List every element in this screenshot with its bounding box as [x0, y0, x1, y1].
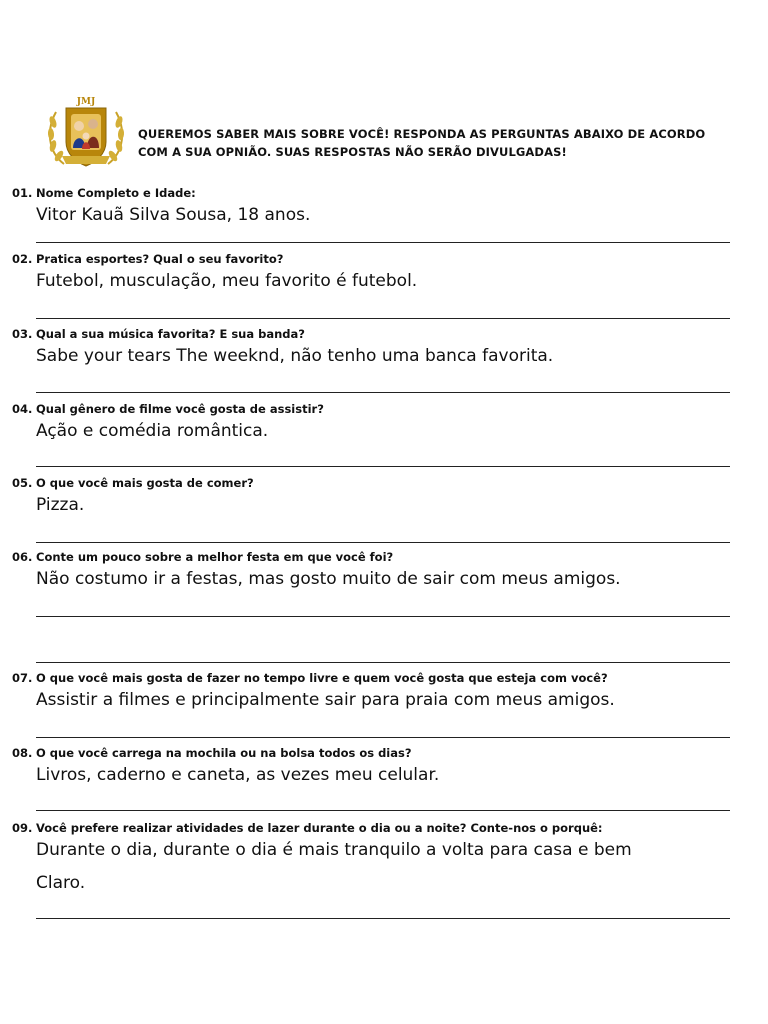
question-4 — [12, 402, 324, 416]
question-text: Nome Completo e Idade: — [36, 186, 196, 200]
answer-text: Assistir a filmes e principalmente sair para praia com meus amigos. — [36, 690, 615, 710]
answer-line — [36, 392, 730, 393]
question-text: Conte um pouco sobre a melhor festa em que você foi? — [36, 550, 394, 564]
question-number: 01. — [12, 186, 33, 200]
logo-letters: JMJ — [76, 97, 96, 107]
question-text: Qual a sua música favorita? E sua banda? — [36, 327, 305, 341]
answer-text: Não costumo ir a festas, mas gosto muito de sair com meus amigos. — [36, 569, 621, 589]
answer-line — [36, 737, 730, 738]
instructions-header: QUEREMOS SABER MAIS SOBRE VOCÊ! RESPONDA AS PERGUNTAS ABAIXO DE ACORDO COM A SUA OPNIÃO. SUAS RESPOSTAS NÃO SERÃO DIVULGADAS! — [138, 127, 706, 159]
question-text: Pratica esportes? Qual o seu favorito? — [36, 252, 284, 266]
question-number: 03. — [12, 327, 33, 341]
answer-line — [36, 810, 730, 811]
answer-text: Durante o dia, durante o dia é mais tranquilo a volta para casa e bem — [36, 840, 632, 860]
question-number: 06. — [12, 550, 33, 564]
answer-line — [36, 542, 730, 543]
question-number: 09. — [12, 821, 33, 835]
question-text: O que você mais gosta de fazer no tempo livre e quem você gosta que esteja com você? — [36, 671, 608, 685]
question-7 — [12, 671, 608, 685]
answer-line — [36, 662, 730, 663]
school-logo — [44, 94, 128, 170]
question-9 — [12, 821, 603, 835]
question-6 — [12, 550, 393, 564]
answer-text: Sabe your tears The weeknd, não tenho uma banca favorita. — [36, 346, 554, 366]
question-text: O que você carrega na mochila ou na bolsa todos os dias? — [36, 746, 412, 760]
question-number: 04. — [12, 402, 33, 416]
answer-text: Futebol, musculação, meu favorito é futebol. — [36, 271, 418, 291]
question-2 — [12, 252, 283, 266]
question-1 — [12, 186, 196, 200]
question-8 — [12, 746, 412, 760]
answer-text: Claro. — [36, 873, 86, 893]
answer-text: Ação e comédia romântica. — [36, 421, 269, 441]
answer-line — [36, 242, 730, 243]
answer-line — [36, 318, 730, 319]
answer-text: Pizza. — [36, 495, 85, 515]
answer-line — [36, 616, 730, 617]
question-5 — [12, 476, 254, 490]
question-number: 05. — [12, 476, 33, 490]
question-number: 02. — [12, 252, 33, 266]
question-3 — [12, 327, 305, 341]
answer-text: Vitor Kauã Silva Sousa, 18 anos. — [36, 205, 311, 225]
answer-line — [36, 466, 730, 467]
answer-line — [36, 918, 730, 919]
question-number: 07. — [12, 671, 33, 685]
answer-text: Livros, caderno e caneta, as vezes meu celular. — [36, 765, 440, 785]
question-text: O que você mais gosta de comer? — [36, 476, 254, 490]
question-text: Qual gênero de filme você gosta de assistir? — [36, 402, 324, 416]
question-text: Você prefere realizar atividades de lazer durante o dia ou a noite? Conte-nos o porquê: — [36, 821, 603, 835]
question-number: 08. — [12, 746, 33, 760]
